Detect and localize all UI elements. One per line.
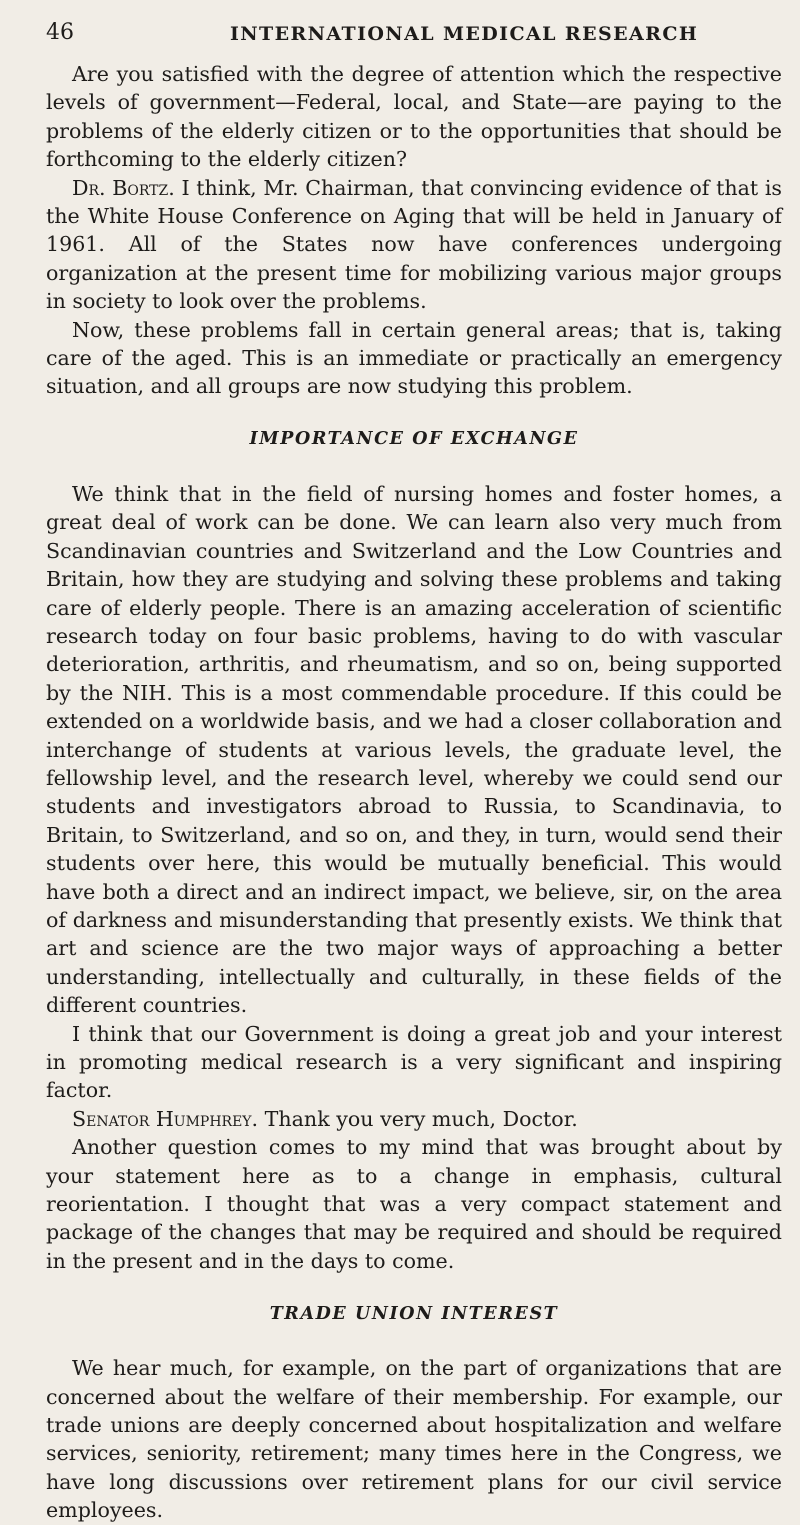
paragraph-nursing-homes: We think that in the field of nursing homes and foster homes, a great deal of work can be done. We can learn also very much from Scandinavian countries and Switzerland and the Low Countries and Britain, how they are studying and solving these problems and taking care of elderly people. There is an amazing acceleration of scientific research today on four basic problems, having to do with vascular deterioration, arthritis, and rheumatism, and so on, being supported by the NIH. This is a most commendable procedure. If this could be extended on a worldwide basis, and we had a closer collaboration and interchange of students at various levels, the graduate level, the fellowship level, and the research level, whereby we could send our students and investigators abroad to Russia, to Scandinavia, to Britain, to Switzerland, and so on, and they, in turn, would send their students over here, this would be mutually beneficial. This would have both a direct and an indirect impact, we believe, sir, on the area of darkness and misunderstanding that presently exists. We think that art and science are the two major ways of approaching a better understanding, intellectually and culturally, in these fields of the different countries. [46, 481, 782, 1018]
speaker-text: Thank you very much, Doctor. [258, 1106, 578, 1131]
section-heading-trade-union-interest: TRADE UNION INTEREST [269, 1304, 559, 1325]
speaker-name: Senator Humphrey. [72, 1106, 259, 1131]
paragraph-trade-unions: We hear much, for example, on the part of organizations that are concerned about the welfare of their membership. For example, our trade unions are deeply concerned about hospitalization and welfare services, seniority, retirement; many times here in the Congress, we have long discussions over retirement plans for our civil service employees. [46, 1356, 782, 1523]
section-heading-importance-of-exchange: IMPORTANCE OF EXCHANGE [249, 428, 579, 449]
speaker-text: I think, Mr. Chairman, that convincing evidence of that is the White House Conference on Aging that will be held in January of 1961. All of the States now have conferences undergoing organization at the present time for mobilizing various major groups in society to look over the problems. [46, 175, 782, 314]
running-head [46, 20, 782, 50]
journal-title: INTERNATIONAL MEDICAL RESEARCH [230, 23, 699, 45]
body-text [46, 60, 782, 1525]
paragraph-humphrey-thanks [46, 1105, 782, 1133]
paragraph-general-areas: Now, these problems fall in certain general areas; that is, taking care of the aged. This is an immediate or practically an emergency situation, and all groups are now studying this problem. [46, 317, 782, 399]
paragraph-another-question: Another question comes to my mind that was brought about by your statement here as to a change in emphasis, cultural reorientation. I thought that was a very compact statement and package of the changes that may be required and should be required in the present and in the days to come. [46, 1135, 782, 1273]
page-number: 46 [46, 20, 74, 45]
paragraph-question-attention: Are you satisfied with the degree of attention which the respective levels of government—Federal, local, and State—are paying to the problems of the elderly citizen or to the opportunities that should be forthcoming to the elderly citizen? [46, 62, 782, 172]
speaker-name: Dr. Bortz. [72, 175, 175, 200]
paragraph-government-job: I think that our Government is doing a great job and your interest in promoting medical research is a very significant and inspiring factor. [46, 1021, 782, 1103]
paragraph-bortz-reply [46, 174, 782, 316]
